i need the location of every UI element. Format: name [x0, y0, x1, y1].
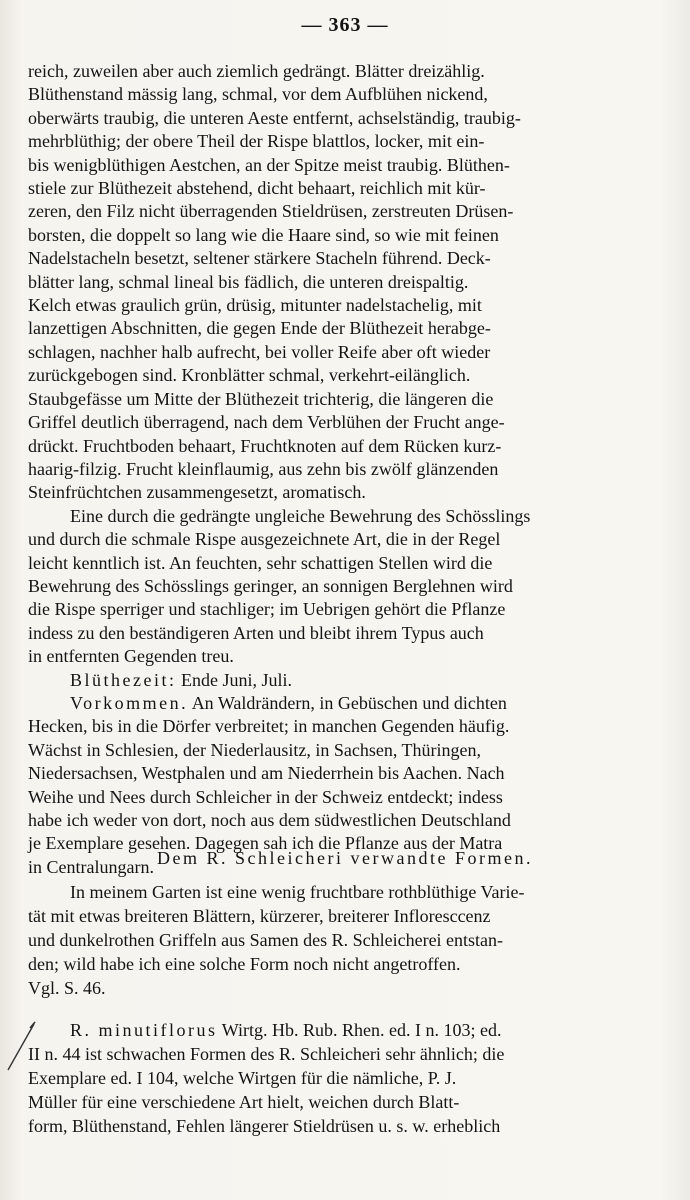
- text-line: je Exemplare gesehen. Dagegen sah ich die Pflanze aus der Matra: [28, 833, 503, 854]
- occurrence-first-line: An Waldrändern, in Gebüschen und dichten: [191, 692, 507, 713]
- text-line: Exemplare ed. I 104, welche Wirtgen für die nämliche, P. J.: [28, 1068, 457, 1088]
- text-line: blätter lang, schmal lineal bis fädlich, die unteren dreispaltig.: [28, 271, 469, 292]
- text-line: zeren, den Filz nicht überragenden Stieldrüsen, zerstreuten Drüsen-: [28, 201, 514, 222]
- text-line: in entfernten Gegenden treu.: [28, 646, 234, 667]
- text-line: leicht kenntlich ist. An feuchten, sehr schattigen Stellen wird die: [28, 552, 493, 573]
- text-line: mehrblüthig; der obere Theil der Rispe blattlos, locker, mit ein-: [28, 131, 485, 152]
- text-line: II n. 44 ist schwachen Formen des R. Schleicheri sehr ähnlich; die: [28, 1044, 505, 1064]
- text-line: Eine durch die gedrängte ungleiche Bewehrung des Schösslings: [70, 505, 531, 526]
- bloom-text: Ende Juni, Juli.: [180, 669, 292, 690]
- text-line: oberwärts traubig, die unteren Aeste entfernt, achselständig, traubig-: [28, 107, 521, 128]
- text-line: Vgl. S. 46.: [28, 978, 106, 998]
- species-name: R. minutiflorus: [70, 1020, 218, 1040]
- text-line: Weihe und Nees durch Schleicher in der Schweiz entdeckt; indess: [28, 786, 503, 807]
- text-line: und durch die schmale Rispe ausgezeichnete Art, die in der Regel: [28, 529, 501, 550]
- text-line: Müller für eine verschiedene Art hielt, weichen durch Blatt-: [28, 1092, 460, 1112]
- text-line: zurückgebogen sind. Kronblätter schmal, verkehrt-eilänglich.: [28, 365, 471, 386]
- occurrence-label: Vorkommen.: [70, 692, 189, 713]
- text-line: den; wild habe ich eine solche Form noch nicht angetroffen.: [28, 954, 461, 974]
- section-heading: Dem R. Schleicheri verwandte Formen.: [157, 848, 533, 868]
- text-line: Staubgefässe um Mitte der Blüthezeit trichterig, die längeren die: [28, 388, 494, 409]
- text-line: in Centralungarn.: [28, 856, 154, 877]
- remarks-paragraph: [28, 505, 650, 669]
- text-line: Bewehrung des Schösslings geringer, an sonnigen Berglehnen wird: [28, 575, 513, 596]
- main-text: [28, 60, 650, 879]
- text-line: schlagen, nachher halb aufrecht, bei voller Reife aber oft wieder: [28, 341, 491, 362]
- text-line: Kelch etwas graulich grün, drüsig, mitunter nadelstachelig, mit: [28, 295, 482, 316]
- text-line: habe ich weder von dort, noch aus dem südwestlichen Deutschland: [28, 810, 511, 830]
- description-paragraph: [28, 60, 650, 505]
- bloom-label: Blüthezeit:: [70, 669, 177, 690]
- section-paragraph: [28, 880, 650, 1000]
- text-line: Hecken, bis in die Dörfer verbreitet; in manchen Gegenden häufig.: [28, 716, 510, 737]
- text-line: bis wenigblüthigen Aestchen, an der Spitze meist traubig. Blüthen-: [28, 154, 510, 175]
- text-line: lanzettigen Abschnitten, die gegen Ende der Blüthezeit herabge-: [28, 318, 491, 339]
- text-line: stiele zur Blüthezeit abstehend, dicht behaart, reichlich mit kür-: [28, 178, 486, 199]
- text-line: tät mit etwas breiteren Blättern, kürzerer, breiterer Infloresccenz: [28, 906, 491, 926]
- text-line: [28, 1018, 650, 1042]
- text-line: Niedersachsen, Westphalen und am Niederrhein bis Aachen. Nach: [28, 763, 505, 784]
- page-number: — 363 —: [301, 14, 389, 36]
- text-line: Wächst in Schlesien, der Niederlausitz, in Sachsen, Thüringen,: [28, 739, 482, 760]
- text-line: haarig-filzig. Frucht kleinflaumig, aus zehn bis zwölf glänzenden: [28, 458, 499, 479]
- text-line: drückt. Fruchtboden behaart, Fruchtknoten auf dem Rücken kurz-: [28, 435, 502, 456]
- text-line: die Rispe sperriger und stachliger; im Uebrigen gehört die Pflanze: [28, 599, 506, 620]
- bloom-time: [28, 669, 650, 692]
- text-line: Blüthenstand mässig lang, schmal, vor dem Aufblühen nickend,: [28, 84, 488, 105]
- note-first-line: Wirtg. Hb. Rub. Rhen. ed. I n. 103; ed.: [221, 1020, 502, 1040]
- text-line: borsten, die doppelt so lang wie die Haare sind, so wie mit feinen: [28, 224, 499, 245]
- footnote-paragraph: [28, 1018, 650, 1138]
- text-line: Griffel deutlich überragend, nach dem Verblühen der Frucht ange-: [28, 412, 505, 433]
- text-line: reich, zuweilen aber auch ziemlich gedrängt. Blätter dreizählig.: [28, 61, 485, 81]
- text-line: Steinfrüchtchen zusammengesetzt, aromatisch.: [28, 482, 366, 503]
- text-line: indess zu den beständigeren Arten und bleibt ihrem Typus auch: [28, 622, 484, 643]
- text-line: Nadelstacheln besetzt, seltener stärkere Stacheln führend. Deck-: [28, 248, 491, 269]
- text-line: [28, 692, 650, 715]
- text-line: form, Blüthenstand, Fehlen längerer Stieldrüsen u. s. w. erheblich: [28, 1116, 501, 1136]
- text-line: und dunkelrothen Griffeln aus Samen des R. Schleicherei entstan-: [28, 930, 504, 950]
- text-line: In meinem Garten ist eine wenig fruchtbare rothblüthige Varie-: [70, 882, 525, 902]
